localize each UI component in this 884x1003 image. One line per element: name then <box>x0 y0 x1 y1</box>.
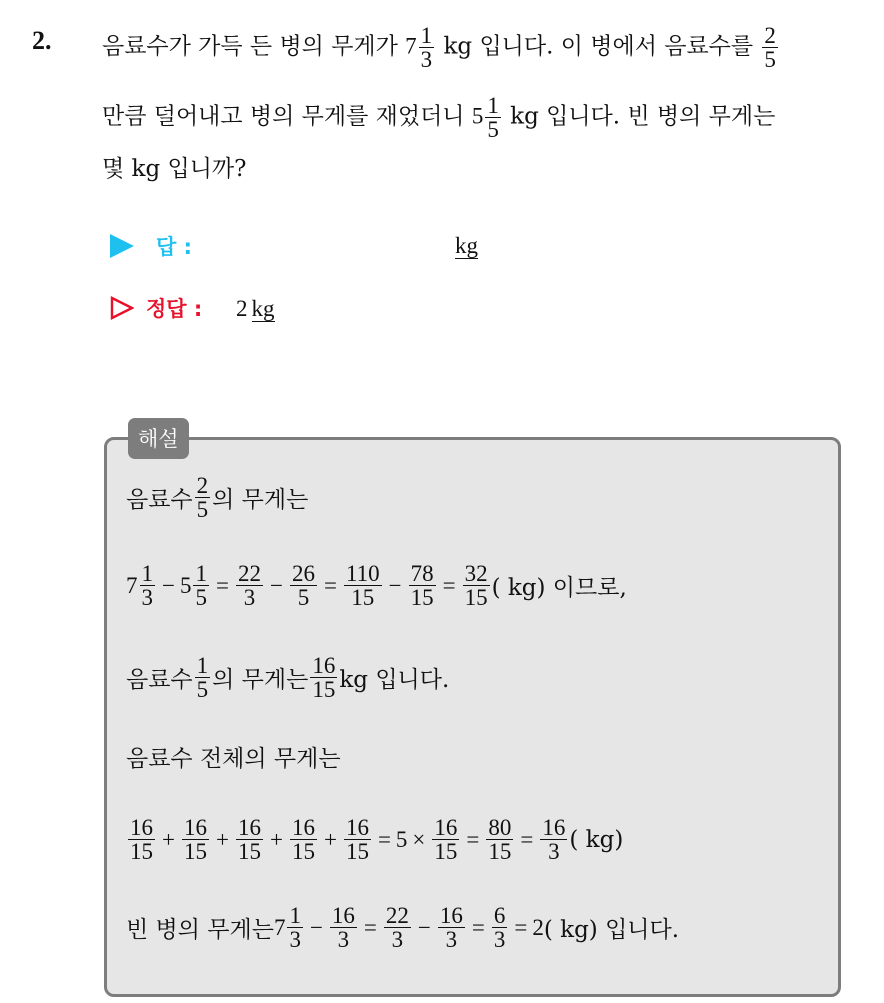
question-line-2 <box>102 94 775 141</box>
question-text: 음료수가 가득 든 병의 무게가 <box>102 33 406 60</box>
correct-answer-label: 정답 : <box>146 297 203 321</box>
play-outline-icon <box>110 296 134 320</box>
explanation-line-6: 빈 병의 무게는 7 $\frac{1}{3}$ − $\frac{16}{3}$ = $\frac{22}{3}$ − $\frac{16}{3}$ = $\frac{6}{3}$ = 2 ( kg) 입니다. <box>126 903 680 952</box>
explanation-line-5: $\frac{16}{15}$ + $\frac{16}{15}$ + $\frac{16}{15}$ + $\frac{16}{15}$ + $\frac{16}{15}$ = 5 × $\frac{16}{15}$ = $\frac{80}{15}$ = $\frac{16}{3}$ ( kg) <box>130 815 624 864</box>
explanation-line-2: 7 $\frac{1}{3}$ − 5 $\frac{1}{5}$ = $\frac{22}{3}$ − $\frac{26}{5}$ = $\frac{110}{15}$ − $\frac{78}{15}$ = $\frac{32}{15}$ ( kg) 이므로, <box>126 561 627 610</box>
question-line-1 <box>102 24 780 71</box>
mixed-whole: 7 <box>405 33 417 59</box>
explanation-line-1: 음료수 $\frac{2}{5}$ 의 무게는 <box>126 473 309 522</box>
answer-input[interactable] <box>455 234 478 259</box>
question-text: 만큼 덜어내고 병의 무게를 재었더니 <box>102 103 472 130</box>
question-text: kg 입니다. 빈 병의 무게는 <box>502 103 776 130</box>
question-line-3: 몇 kg 입니까? <box>102 156 247 182</box>
fraction: $\frac{1}{5}$ <box>487 93 499 142</box>
explanation-line-4: 음료수 전체의 무게는 <box>126 746 341 772</box>
explanation-line-3: 음료수 $\frac{1}{5}$ 의 무게는 $\frac{16}{15}$ kg 입니다. <box>126 653 450 702</box>
fraction: $\frac{2}{5}$ <box>196 473 209 522</box>
explanation-tag: 해설 <box>128 418 189 459</box>
fraction: $\frac{1}{3}$ <box>420 23 433 72</box>
correct-answer-value: 2 kg <box>236 296 275 321</box>
question-number: 2. <box>32 26 52 55</box>
answer-row <box>110 228 192 264</box>
answer-unit: kg <box>455 233 478 258</box>
play-icon <box>110 234 134 258</box>
fraction: $\frac{2}{5}$ <box>764 23 776 72</box>
correct-answer-row <box>110 290 202 326</box>
mixed-whole: 5 <box>471 103 484 129</box>
correct-answer-unit: kg <box>251 296 275 321</box>
answer-label: 답 : <box>156 235 192 259</box>
question-text: kg 입니다. 이 병에서 음료수를 <box>436 33 761 60</box>
